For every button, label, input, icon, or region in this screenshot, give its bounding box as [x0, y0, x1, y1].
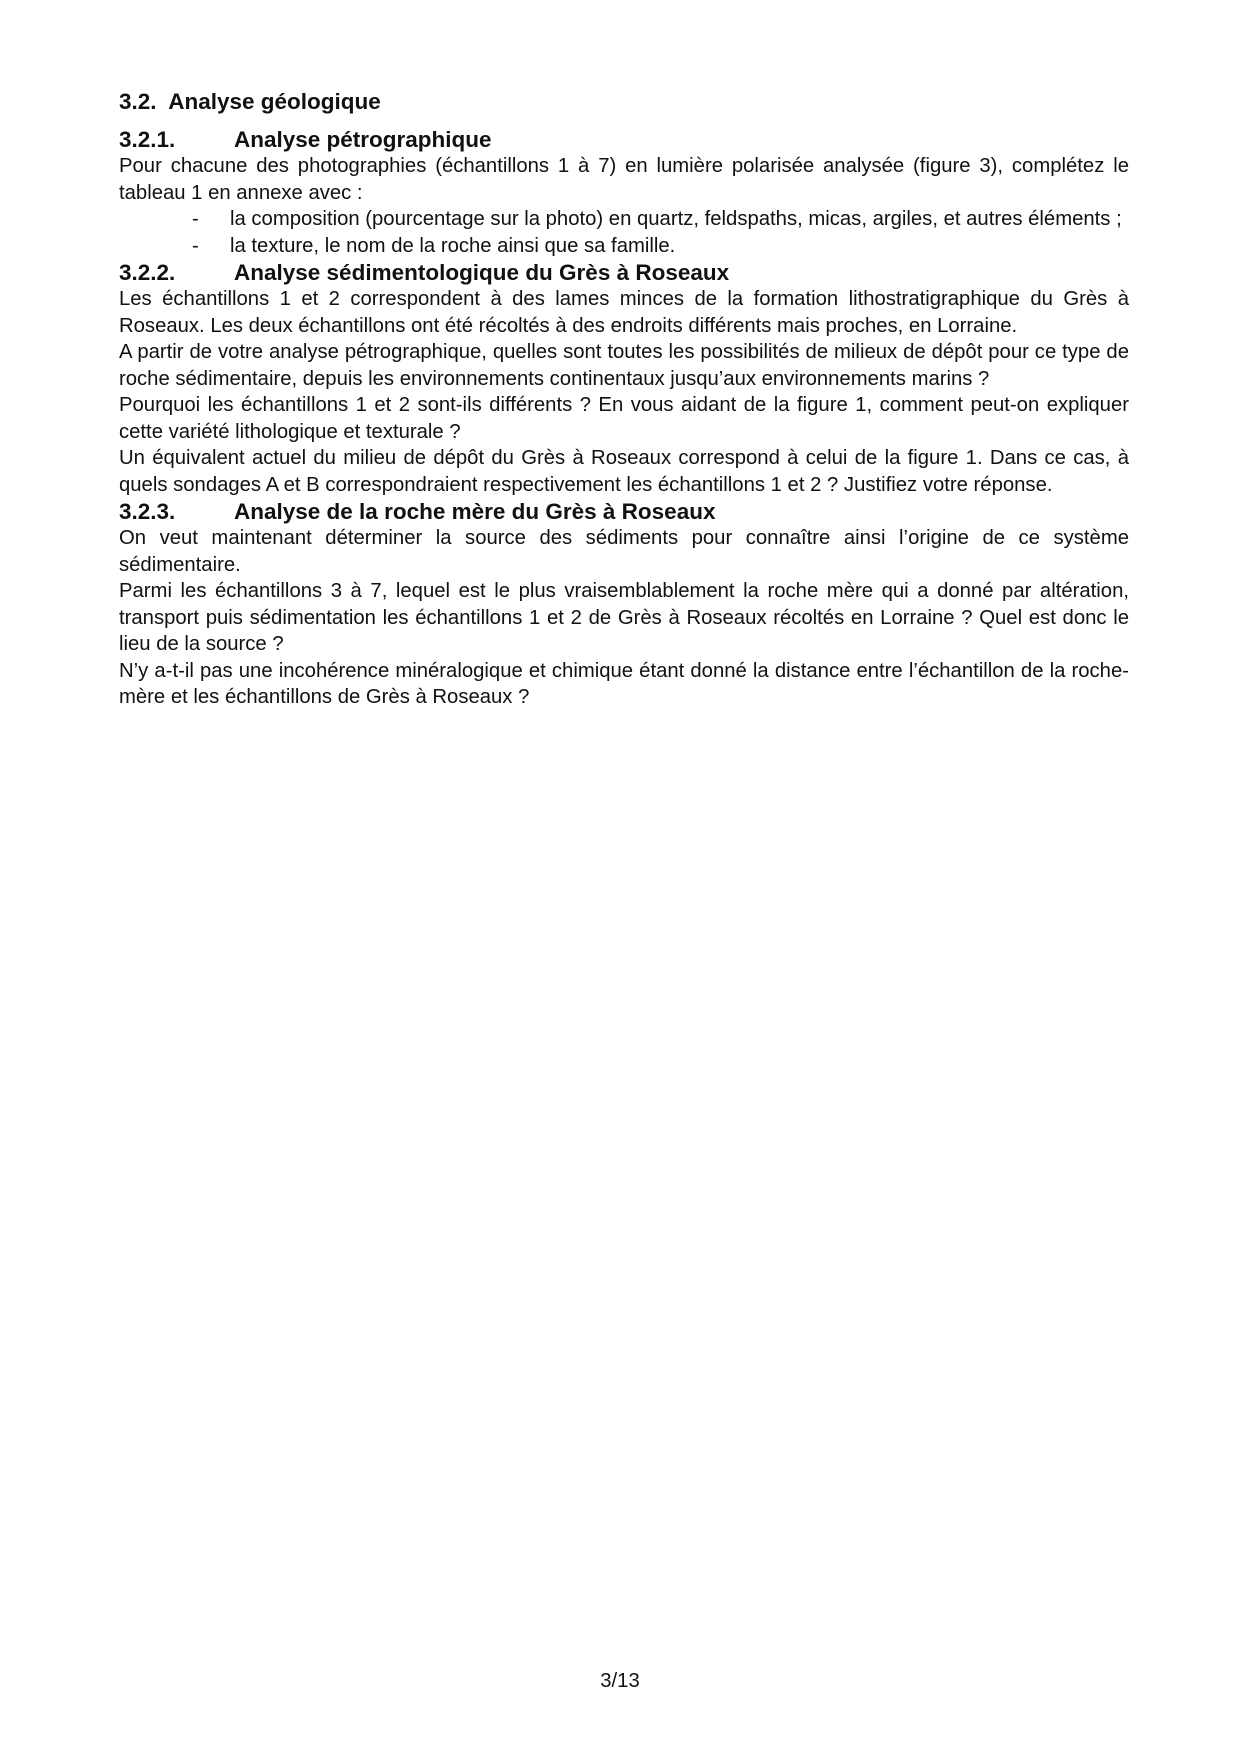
- subsection-number: 3.2.1.: [119, 127, 176, 152]
- subsection-title: Analyse sédimentologique du Grès à Roseaux: [234, 260, 730, 285]
- paragraph: Pourquoi les échantillons 1 et 2 sont-ils différents ? En vous aidant de la figure 1, comment peut-on expliquer cette variété lithologique et texturale ?: [119, 394, 1129, 443]
- subsection-heading-petrographique: [119, 126, 1129, 153]
- section-number: 3.2.: [119, 89, 157, 114]
- paragraph: A partir de votre analyse pétrographique, quelles sont toutes les possibilités de milieux de dépôt pour ce type de roche sédimentaire, depuis les environnements continentaux jusqu’aux environnements marins ?: [119, 341, 1129, 390]
- list-item-text: la texture, le nom de la roche ainsi que sa famille.: [230, 234, 676, 257]
- list-item-text: la composition (pourcentage sur la photo) en quartz, feldspaths, micas, argiles, et autres éléments ;: [230, 208, 1122, 230]
- paragraph: On veut maintenant déterminer la source des sédiments pour connaître ainsi l’origine de ce système sédimentaire.: [119, 527, 1129, 576]
- paragraph: N’y a-t-il pas une incohérence minéralogique et chimique étant donné la distance entre l’échantillon de la roche-mère et les échantillons de Grès à Roseaux ?: [119, 659, 1129, 708]
- subsection-heading-sedimentologique: [119, 259, 1129, 286]
- paragraph: Les échantillons 1 et 2 correspondent à des lames minces de la formation lithostratigraphique du Grès à Roseaux. Les deux échantillons ont été récoltés à des endroits différents mais proches, en Lorraine.: [119, 288, 1129, 337]
- section-title: Analyse géologique: [168, 89, 381, 114]
- list-item: [192, 206, 1129, 233]
- subsection-title: Analyse de la roche mère du Grès à Roseaux: [234, 499, 716, 524]
- subsection-number: 3.2.3.: [119, 499, 176, 524]
- subsection-heading-roche-mere: [119, 498, 1129, 525]
- dash-marker: -: [192, 208, 199, 230]
- page-number: 3/13: [600, 1670, 640, 1692]
- dash-marker: -: [192, 234, 199, 257]
- paragraph: Un équivalent actuel du milieu de dépôt du Grès à Roseaux correspond à celui de la figure 1. Dans ce cas, à quels sondages A et B correspondraient respectivement les échantillons 1 et 2 ? Justifiez votre réponse.: [119, 447, 1129, 496]
- list-item: [192, 233, 1129, 260]
- page-content: [119, 88, 1129, 711]
- subsection-number: 3.2.2.: [119, 260, 176, 285]
- section-heading: [119, 88, 1129, 116]
- paragraph: Parmi les échantillons 3 à 7, lequel est le plus vraisemblablement la roche mère qui a donné par altération, transport puis sédimentation les échantillons 1 et 2 de Grès à Roseaux récoltés en Lorraine ? Quel est donc le lieu de la source ?: [119, 580, 1129, 655]
- paragraph: Pour chacune des photographies (échantillons 1 à 7) en lumière polarisée analysée (figure 3), complétez le tableau 1 en annexe avec :: [119, 155, 1129, 204]
- subsection-title: Analyse pétrographique: [234, 127, 492, 152]
- bullet-list: [119, 206, 1129, 259]
